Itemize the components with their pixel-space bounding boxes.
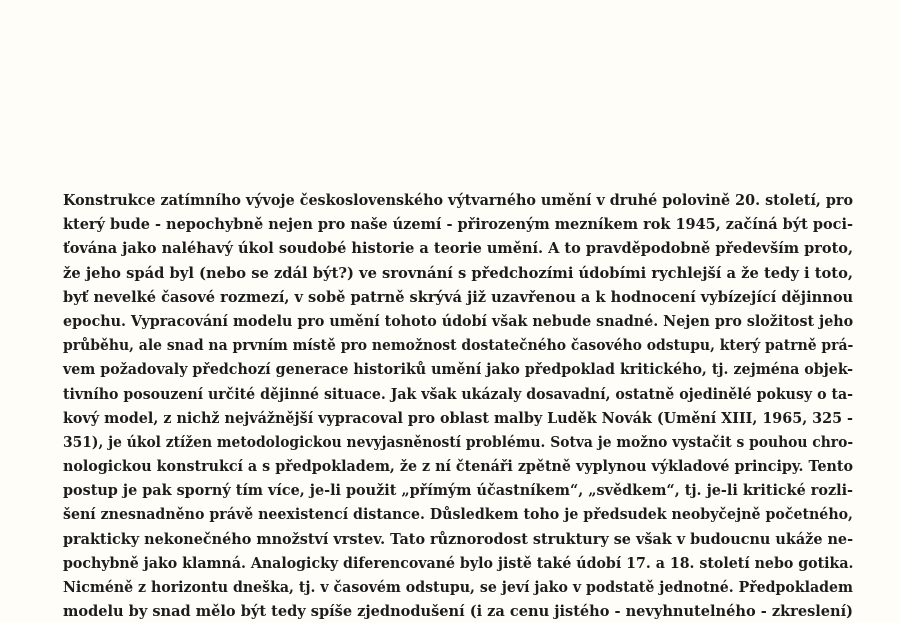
text-line-12: nologickou konstrukcí a s předpokladem, že z ní čtenáři zpětně vyplynou výkladové principy. Tento bbox=[63, 457, 853, 476]
text-line-9: tivního posouzení určité dějinné situace. Jak však ukázaly dosavadní, ostatně ojedinělé pokusy o ta- bbox=[63, 384, 853, 403]
text-line-3: ťována jako naléhavý úkol soudobé historie a teorie umění. A to pravděpodobně především proto, bbox=[63, 239, 853, 258]
text-line-5: byť nevelké časové rozmezí, v sobě patrně skrývá již uzavřenou a k hodnocení vybízející dějinnou bbox=[63, 287, 854, 306]
text-line-6: epochu. Vypracování modelu pro umění tohoto údobí však nebude snadné. Nejen pro složitost jeho bbox=[63, 311, 854, 330]
text-line-13: postup je pak sporný tím více, je-li použit „přímým účastníkem“, „svědkem“, tj. je-li kritické rozli- bbox=[63, 481, 853, 500]
text-line-18: modelu by snad mělo být tedy spíše zjednodušení (i za cenu jistého - nevyhnutelného - zkreslení) bbox=[63, 602, 854, 621]
text-line-15: prakticky nekonečného množství vrstev. Tato různorodost struktury se však v budoucnu ukáže ne- bbox=[63, 529, 854, 548]
text-line-14: šení znesnadněno právě neexistencí distance. Důsledkem toho je předsudek neobyčejně početného, bbox=[63, 505, 853, 524]
text-line-7: průběhu, ale snad na prvním místě pro nemožnost dostatečného časového odstupu, který patrně prá- bbox=[63, 336, 854, 355]
text-line-10: kový model, z nichž nejvážnější vypracoval pro oblast malby Luděk Novák (Umění XIII, 1965, 325 - bbox=[63, 408, 853, 427]
text-line-16: pochybně jako klamná. Analogicky diferencované bylo jistě také údobí 17. a 18. století nebo gotika. bbox=[63, 553, 854, 572]
body-paragraph bbox=[63, 188, 853, 623]
text-line-4: že jeho spád byl (nebo se zdál být?) ve srovnání s předchozími údobími rychlejší a že tedy i toto, bbox=[63, 263, 853, 282]
text-line-17: Nicméně z horizontu dneška, tj. v časovém odstupu, se jeví jako v podstatě jednotné. Předpokladem bbox=[63, 578, 853, 596]
text-line-11: 351), je úkol ztížen metodologickou nevyjasněností problému. Sotva je možno vystačit s pouhou chro- bbox=[63, 432, 854, 451]
text-line-1: Konstrukce zatímního vývoje československého výtvarného umění v druhé polovině 20. století, pro bbox=[63, 191, 853, 209]
text-line-8: vem požadovaly předchozí generace historiků umění jako předpoklad kritického, tj. zejména objek- bbox=[63, 360, 853, 379]
text-line-2: který bude - nepochybně nejen pro naše území - přirozeným mezníkem rok 1945, začíná být poci- bbox=[63, 215, 853, 234]
